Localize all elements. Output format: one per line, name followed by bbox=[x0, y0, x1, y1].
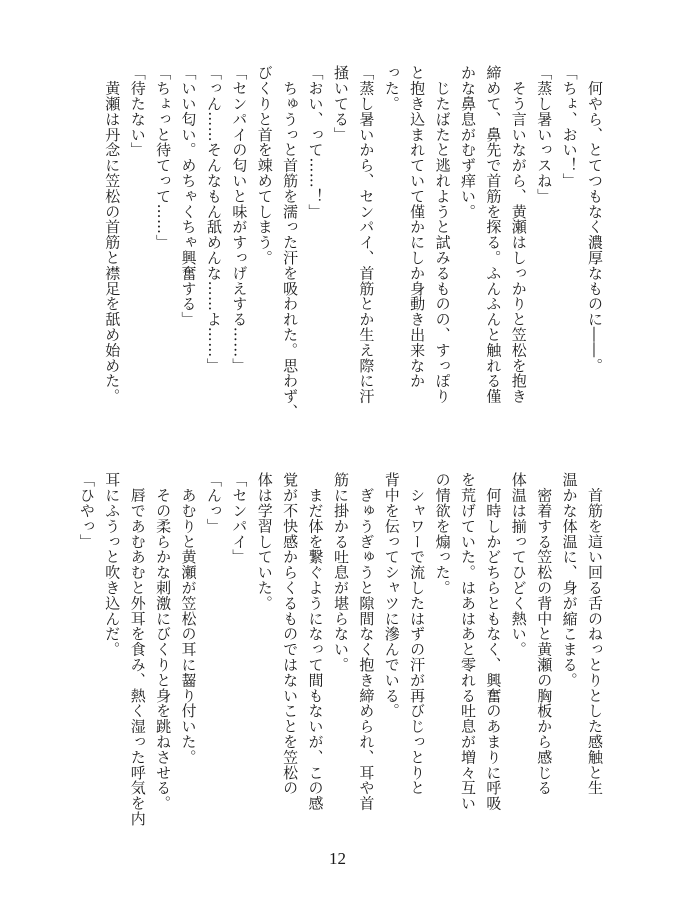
text-line: の情欲を煽った。 bbox=[433, 472, 452, 596]
text-line: 体温は揃ってひどく熱い。 bbox=[509, 472, 528, 657]
text-line: 「センパイの匂いと味がすっげえする……」 bbox=[230, 65, 249, 373]
text-line: った。 bbox=[382, 65, 401, 112]
text-block-bottom bbox=[73, 472, 607, 842]
text-line: そう言いながら、黄瀬はしっかりと笠松を抱き bbox=[509, 65, 528, 404]
text-line: 体は学習していた。 bbox=[255, 472, 274, 611]
text-line: じたばたと逃れようと試みるものの、すっぽり bbox=[433, 65, 452, 404]
text-line: 温かな体温に、身が縮こまる。 bbox=[560, 472, 579, 688]
text-line: 「蒸し暑いっスね」 bbox=[535, 65, 554, 204]
text-line: あむりと黄瀬が笠松の耳に齧り付いた。 bbox=[179, 472, 198, 765]
text-line: 何やら、とてつもなく濃厚なものに――。 bbox=[586, 65, 604, 373]
text-line: ちゅうっと首筋を濡った汗を吸われた。思わず、 bbox=[281, 65, 300, 420]
text-line: 掻いてる」 bbox=[331, 65, 350, 142]
text-line: 「ちょっと待てって……」 bbox=[154, 65, 173, 250]
page-number: 12 bbox=[329, 849, 346, 868]
text-line: 何時しかどちらともなく、興奮のあまりに呼吸 bbox=[484, 472, 503, 811]
text-line: かな鼻息がむず痒い。 bbox=[458, 65, 477, 219]
text-line: 密着する笠松の背中と黄瀬の胸板から感じる bbox=[535, 472, 554, 796]
text-line: 「ちょ、おい！」 bbox=[560, 65, 579, 189]
text-block-top bbox=[99, 65, 607, 435]
text-line: を荒げていた。はあはあと零れる吐息が増々互い bbox=[458, 472, 477, 811]
text-line: 耳にふうっと吹き込んだ。 bbox=[103, 472, 122, 657]
text-line: その柔らかな刺激にびくりと身を跳ねさせる。 bbox=[154, 472, 173, 811]
text-line: 「いい匂い。めちゃくちゃ興奮する」 bbox=[179, 65, 198, 327]
text-line: 背中を伝ってシャツに滲んでいる。 bbox=[382, 472, 401, 719]
text-line: 覚が不快感からくるものではないことを笠松の bbox=[281, 472, 300, 796]
text-line: シャワーで流したはずの汗が再びじっとりと bbox=[408, 472, 427, 796]
text-line: 唇であむあむと外耳を食み、熱く湿った呼気を内 bbox=[128, 472, 147, 827]
text-line: 首筋を這い回る舌のねっとりとした感触と生 bbox=[586, 472, 604, 796]
text-line: 「おい、って……！」 bbox=[306, 65, 325, 219]
text-line: 「っん……そんなもん舐めんな……よ……」 bbox=[204, 65, 223, 373]
text-line: と抱き込まれていて僅かにしか身動き出来なか bbox=[408, 65, 427, 389]
text-line: 筋に掛かる吐息が堪らない。 bbox=[331, 472, 350, 673]
text-line: びくりと首を竦めてしまう。 bbox=[255, 65, 274, 266]
text-line: 「ひやっ」 bbox=[77, 472, 96, 549]
text-line: ぎゅうぎゅうと隙間なく抱き締められ、耳や首 bbox=[357, 472, 376, 811]
text-line: まだ体を繋ぐようになって間もないが、この感 bbox=[306, 472, 325, 811]
text-line: 「待たない」 bbox=[128, 65, 147, 158]
text-line: 締めて、鼻先で首筋を探る。ふんふんと触れる僅 bbox=[484, 65, 503, 404]
text-line: 「蒸し暑いから、センパイ、首筋とか生え際に汗 bbox=[357, 65, 376, 404]
text-line: 「センパイ」 bbox=[230, 472, 249, 565]
text-line: 黄瀬は丹念に笠松の首筋と襟足を舐め始めた。 bbox=[103, 65, 122, 404]
text-line: 「んっ」 bbox=[204, 472, 223, 534]
